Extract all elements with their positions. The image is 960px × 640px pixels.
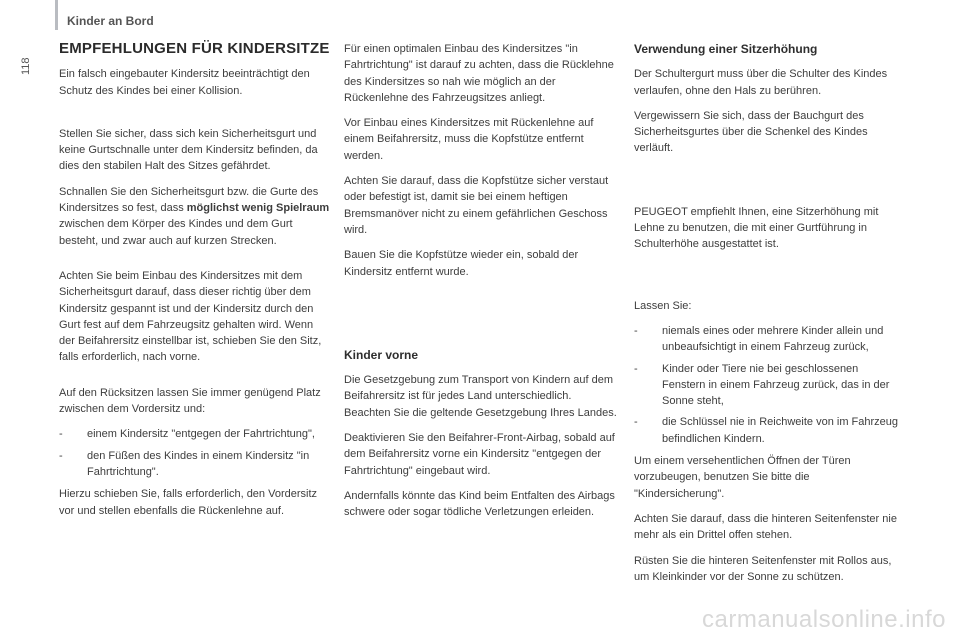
list-item: - einem Kindersitz "entgegen der Fahrtrichtung",	[59, 426, 331, 442]
paragraph	[59, 184, 331, 249]
column-right	[634, 41, 900, 594]
paragraph: Ein falsch eingebauter Kindersitz beeinträchtigt den Schutz des Kindes bei einer Kollision.	[59, 68, 310, 97]
paragraph: Vor Einbau eines Kindersitzes mit Rückenlehne auf einem Beifahrersitz, muss die Kopfstütze entfernt werden.	[344, 117, 594, 162]
bold-text: möglichst wenig Spielraum	[186, 202, 330, 215]
list-item: - Kinder oder Tiere nie bei geschlossenen Fenstern in einem Fahrzeug zurück, das in der Sonne steht,	[634, 361, 900, 410]
section-heading-sitzerhoehung: Verwendung einer Sitzerhöhung	[634, 42, 818, 56]
watermark: carmanualsonline.info	[702, 606, 946, 633]
column-left	[59, 41, 331, 528]
column-middle	[344, 41, 620, 530]
paragraph: Für einen optimalen Einbau des Kindersitzes "in Fahrtrichtung" ist darauf zu achten, dass die Rücklehne des Kindersitzes so nah wie möglich an der Rückenlehne des Fahrzeugsitzes anliegt.	[344, 43, 614, 104]
paragraph: Achten Sie darauf, dass die hinteren Seitenfenster nie mehr als ein Drittel offen stehen.	[634, 512, 897, 542]
section-heading-kinder-vorne: Kinder vorne	[344, 347, 419, 362]
page-title: EMPFEHLUNGEN FÜR KINDERSITZE	[59, 40, 330, 57]
paragraph: Lassen Sie:	[634, 299, 692, 312]
paragraph: Vergewissern Sie sich, dass der Bauchgurt des Sicherheitsgurtes über die Schenkel des Kindes verläuft.	[634, 109, 868, 155]
list-item: - die Schlüssel nie in Reichweite von im Fahrzeug befindlichen Kindern.	[634, 414, 900, 447]
text-run: Schnallen Sie den Sicherheitsgurt bzw. die Gurte des Kindersitzes so fest, dass	[59, 185, 319, 215]
paragraph: Rüsten Sie die hinteren Seitenfenster mit Rollos aus, um Kleinkinder vor der Sonne zu schützen.	[634, 554, 892, 583]
paragraph: Achten Sie darauf, dass die Kopfstütze sicher verstaut oder befestigt ist, damit sie bei einem heftigen Bremsmanöver nicht zu einem gefährlichen Geschoss wird.	[344, 175, 609, 236]
section-marker-bar	[55, 0, 58, 30]
paragraph: Auf den Rücksitzen lassen Sie immer genügend Platz zwischen dem Vordersitz und:	[59, 386, 321, 416]
dash-list	[634, 323, 900, 447]
paragraph: Stellen Sie sicher, dass sich kein Sicherheitsgurt und keine Gurtschnalle unter dem Kindersitz befinden, da dies den stabilen Halt des Sitzes gefährdet.	[59, 127, 318, 173]
paragraph: Andernfalls könnte das Kind beim Entfalten des Airbags schwere oder sogar tödliche Verletzungen erleiden.	[344, 489, 615, 519]
list-item: - den Füßen des Kindes in einem Kindersitz "in Fahrtrichtung".	[59, 448, 331, 481]
paragraph: Achten Sie beim Einbau des Kindersitzes mit dem Sicherheitsgurt darauf, dass dieser richtig über dem Kindersitz gespannt ist und der Kindersitz durch den Gurt fest auf dem Fahrzeugsitz gehalten wird. Wenn der Beifahrersitz einstellbar ist, schieben Sie den Sitz, falls erforderlich, nach vorne.	[59, 269, 322, 364]
text-run: zwischen dem Körper des Kindes und dem Gurt besteht, und zwar auch auf kurzen Strecken.	[59, 218, 293, 247]
section-header: Kinder an Bord	[67, 14, 154, 28]
paragraph: Bauen Sie die Kopfstütze wieder ein, sobald der Kindersitz entfernt wurde.	[344, 249, 579, 278]
paragraph: Um einem versehentlichen Öffnen der Türen vorzubeugen, benutzen Sie bitte die "Kindersicherung".	[634, 455, 851, 500]
paragraph: Deaktivieren Sie den Beifahrer-Front-Airbag, sobald auf dem Beifahrersitz vorne ein Kindersitz "entgegen der Fahrtrichtung" eingebaut wird.	[344, 432, 615, 477]
paragraph: Die Gesetzgebung zum Transport von Kindern auf dem Beifahrersitz ist für jedes Land unterschiedlich. Beachten Sie die geltende Gesetzgebung Ihres Landes.	[344, 374, 617, 419]
paragraph: Hierzu schieben Sie, falls erforderlich, den Vordersitz vor und stellen ebenfalls die Rückenlehne auf.	[59, 488, 318, 517]
list-item: - niemals eines oder mehrere Kinder allein und unbeaufsichtigt in einem Fahrzeug zurück,	[634, 323, 900, 356]
page-number: 118	[20, 57, 32, 75]
dash-list	[59, 426, 331, 480]
paragraph: Der Schultergurt muss über die Schulter des Kindes verlaufen, ohne den Hals zu berühren.	[634, 68, 888, 97]
paragraph: PEUGEOT empfiehlt Ihnen, eine Sitzerhöhung mit Lehne zu benutzen, die mit einer Gurtführung in Schulterhöhe ausgestattet ist.	[634, 205, 879, 251]
